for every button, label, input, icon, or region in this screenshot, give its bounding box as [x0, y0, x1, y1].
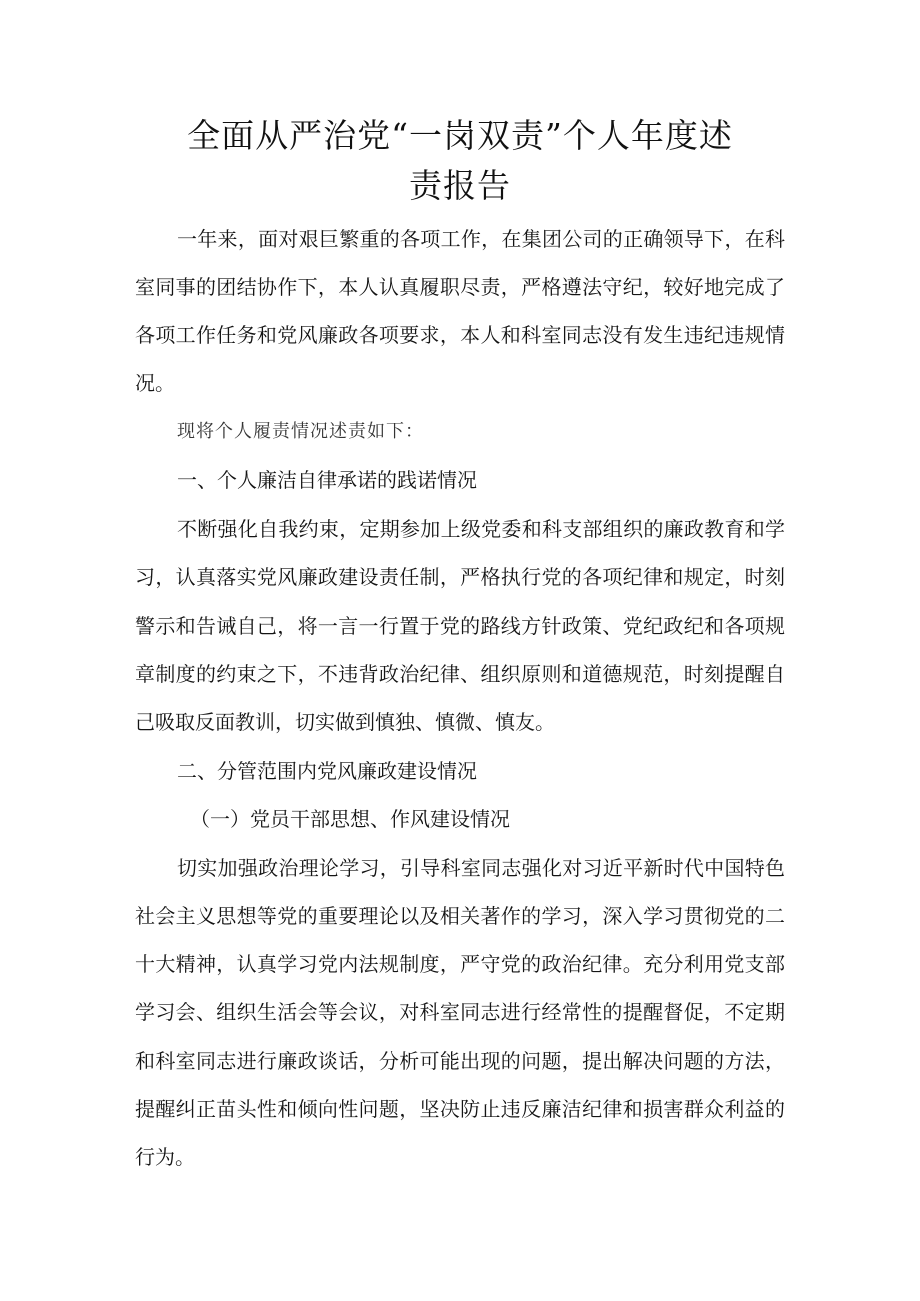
section-1-line: 习，认真落实党风廉政建设责任制，严格执行党的各项纪律和规定，时刻: [135, 565, 785, 589]
section-2-sub-1-line: 提醒纠正苗头性和倾向性问题，坚决防止违反廉洁纪律和损害群众利益的: [135, 1097, 785, 1121]
section-2-sub-1-line: 和科室同志进行廉政谈话，分析可能出现的问题，提出解决问题的方法，: [135, 1049, 785, 1073]
intro-line: 一年来，面对艰巨繁重的各项工作，在集团公司的正确领导下，在科: [177, 227, 785, 251]
document-title-line-1: 全面从严治党“一岗双责”个人年度述: [187, 116, 733, 155]
section-2-sub-1-line: 十大精神，认真学习党内法规制度，严守党的政治纪律。充分利用党支部: [135, 952, 785, 976]
document-title-line-2: 责报告: [409, 166, 511, 205]
report-intro: 现将个人履责情况述责如下：: [177, 421, 424, 442]
section-1-line: 己吸取反面教训，切实做到慎独、慎微、慎友。: [135, 710, 555, 734]
section-2-sub-1-line: 社会主义思想等党的重要理论以及相关著作的学习，深入学习贯彻党的二: [135, 904, 785, 928]
section-2-sub-1-heading: （一）党员干部思想、作风建设情况: [190, 807, 510, 831]
intro-line: 室同事的团结协作下，本人认真履职尽责，严格遵法守纪，较好地完成了: [135, 275, 785, 299]
section-1-line: 不断强化自我约束，定期参加上级党委和科支部组织的廉政教育和学: [177, 517, 785, 541]
section-2-sub-1-line: 行为。: [135, 1145, 195, 1169]
section-2-sub-1-line: 切实加强政治理论学习，引导科室同志强化对习近平新时代中国特色: [177, 856, 785, 880]
section-1-line: 警示和告诫自己，将一言一行置于党的路线方针政策、党纪政纪和各项规: [135, 614, 785, 638]
section-2-sub-1-line: 学习会、组织生活会等会议，对科室同志进行经常性的提醒督促，不定期: [135, 1000, 785, 1024]
intro-line: 各项工作任务和党风廉政各项要求，本人和科室同志没有发生违纪违规情: [135, 323, 785, 347]
section-1-line: 章制度的约束之下，不违背政治纪律、组织原则和道德规范，时刻提醒自: [135, 662, 785, 686]
section-1-heading: 一、个人廉洁自律承诺的践诺情况: [177, 468, 477, 492]
section-2-heading: 二、分管范围内党风廉政建设情况: [177, 759, 477, 783]
intro-line: 况。: [135, 371, 175, 395]
